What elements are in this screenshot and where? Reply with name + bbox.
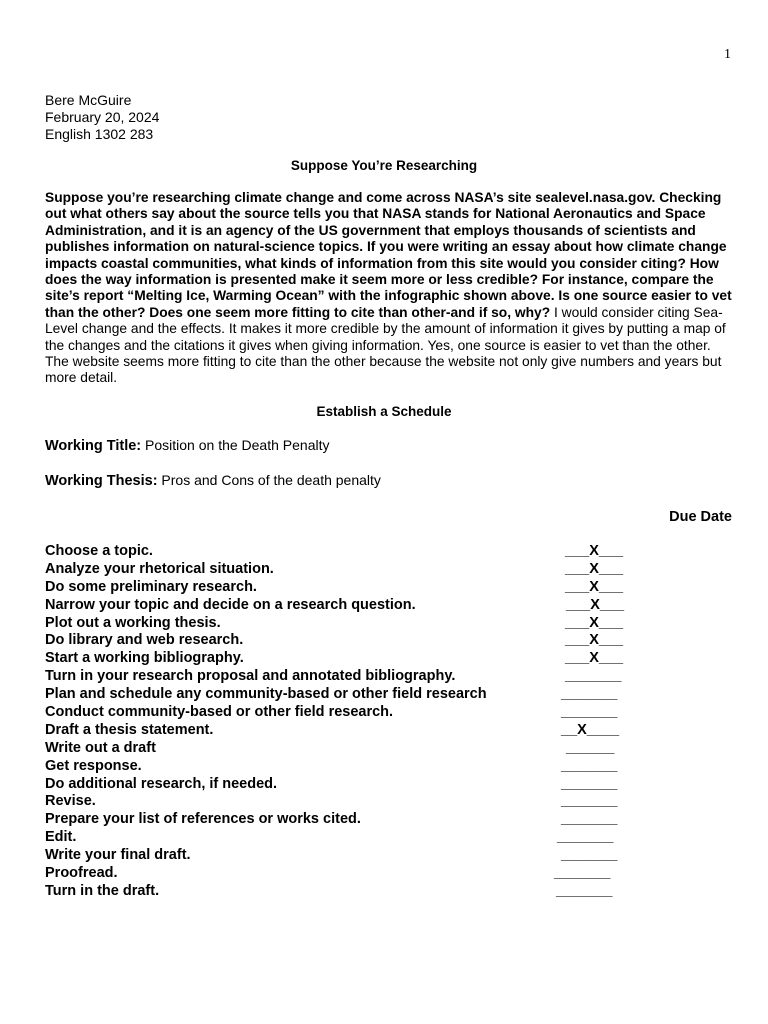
task-label: Do some preliminary research. [45, 578, 257, 595]
schedule-task-row [45, 722, 685, 740]
research-prompt-paragraph [45, 190, 735, 387]
schedule-task-row [45, 597, 685, 615]
schedule-task-row [45, 829, 685, 847]
working-thesis [45, 472, 381, 489]
task-due-mark: _______ [561, 775, 618, 792]
schedule-task-row [45, 704, 685, 722]
task-due-mark: ___X___ [565, 614, 624, 631]
working-thesis-value: Pros and Cons of the death penalty [157, 472, 381, 488]
task-due-mark: _______ [561, 686, 618, 703]
task-due-mark: ___X___ [565, 543, 624, 559]
task-label: Draft a thesis statement. [45, 721, 214, 738]
schedule-task-row [45, 793, 685, 811]
task-label: Get response. [45, 757, 142, 774]
task-label: Write out a draft [45, 739, 156, 756]
task-label: Prepare your list of references or works cited. [45, 811, 361, 828]
task-due-mark: _______ [561, 757, 618, 774]
section-title-researching: Suppose You’re Researching [290, 158, 478, 173]
task-due-mark: ___X___ [565, 650, 624, 667]
schedule-task-row [45, 632, 685, 650]
task-label: Edit. [45, 829, 77, 846]
schedule-task-list [45, 543, 685, 901]
task-label: Revise. [45, 793, 96, 810]
task-due-mark: _______ [561, 793, 618, 810]
task-label: Narrow your topic and decide on a research question. [45, 596, 416, 613]
prompt-question: Suppose you’re researching climate change and come across NASA’s site sealevel.nasa.gov. Checking out what others say about the source tells you that NASA stands for National Aeronautics and Space Administration, and it is an agency of the US government that employs thousands of scientists and publishes information on natural-science topics. If you were writing an essay about how climate change impacts coastal communities, what kinds of information from this site would you consider citing? How does the way information is presented make it seem more or less credible? For instance, compare the site’s report “Melting Ice, Warming Ocean” with the infographic shown above. Is one source easier to vet than the other? Does one seem more fitting to cite than other-and if so, why? [45, 190, 732, 320]
task-label: Plot out a working thesis. [45, 614, 221, 631]
task-due-mark: _______ [561, 811, 618, 828]
task-due-mark: __X____ [561, 721, 620, 738]
task-label: Analyze your rhetorical situation. [45, 560, 274, 577]
schedule-task-row [45, 883, 685, 901]
task-label: Turn in the draft. [45, 882, 160, 899]
task-label: Conduct community-based or other field research. [45, 704, 394, 721]
task-due-mark: ___X___ [565, 560, 624, 577]
author-name: Bere McGuire [45, 92, 132, 108]
task-label: Plan and schedule any community-based or other field research [45, 686, 487, 703]
schedule-task-row [45, 615, 685, 633]
schedule-task-row [45, 543, 685, 561]
task-label: Do library and web research. [45, 632, 244, 649]
page-number: 1 [724, 47, 731, 62]
working-thesis-label: Working Thesis: [45, 473, 158, 489]
document-header [45, 92, 159, 143]
task-due-mark: _______ [554, 865, 611, 882]
due-date-header: Due Date [669, 509, 732, 525]
task-due-mark: ___X___ [565, 578, 624, 595]
task-due-mark: _______ [556, 882, 613, 899]
task-due-mark: ___X___ [565, 632, 624, 649]
schedule-task-row [45, 776, 685, 794]
section-title-schedule: Establish a Schedule [316, 404, 452, 419]
schedule-task-row [45, 847, 685, 865]
schedule-task-row [45, 650, 685, 668]
schedule-task-row [45, 865, 685, 883]
schedule-task-row [45, 579, 685, 597]
working-title-value: Position on the Death Penalty [141, 437, 330, 453]
task-due-mark: _______ [565, 668, 622, 685]
task-due-mark: _______ [561, 847, 618, 864]
schedule-task-row [45, 811, 685, 829]
schedule-task-row [45, 758, 685, 776]
working-title-label: Working Title: [45, 438, 142, 454]
task-label: Choose a topic. [45, 543, 153, 559]
task-label: Start a working bibliography. [45, 650, 244, 667]
task-label: Proofread. [45, 865, 118, 882]
task-label: Turn in your research proposal and annotated bibliography. [45, 668, 456, 685]
task-label: Write your final draft. [45, 847, 191, 864]
task-due-mark: _______ [557, 829, 614, 846]
schedule-task-row [45, 561, 685, 579]
prompt-answer: I would consider citing Sea-Level change and the effects. It makes it more credible by the amount of information it gives by putting a map of the changes and the citations it gives when giving information. Yes, one source is easier to vet than the other. The website seems more fitting to cite than the other because the website not only give numbers and years but more detail. [45, 304, 726, 386]
task-label: Do additional research, if needed. [45, 775, 278, 792]
document-date: February 20, 2024 [45, 109, 160, 125]
task-due-mark: ___X___ [566, 596, 625, 613]
working-title [45, 437, 329, 454]
schedule-task-row [45, 668, 685, 686]
task-due-mark: _______ [561, 704, 618, 721]
schedule-task-row [45, 740, 685, 758]
task-due-mark: ______ [566, 739, 615, 756]
schedule-task-row [45, 686, 685, 704]
course-name: English 1302 283 [45, 126, 154, 142]
